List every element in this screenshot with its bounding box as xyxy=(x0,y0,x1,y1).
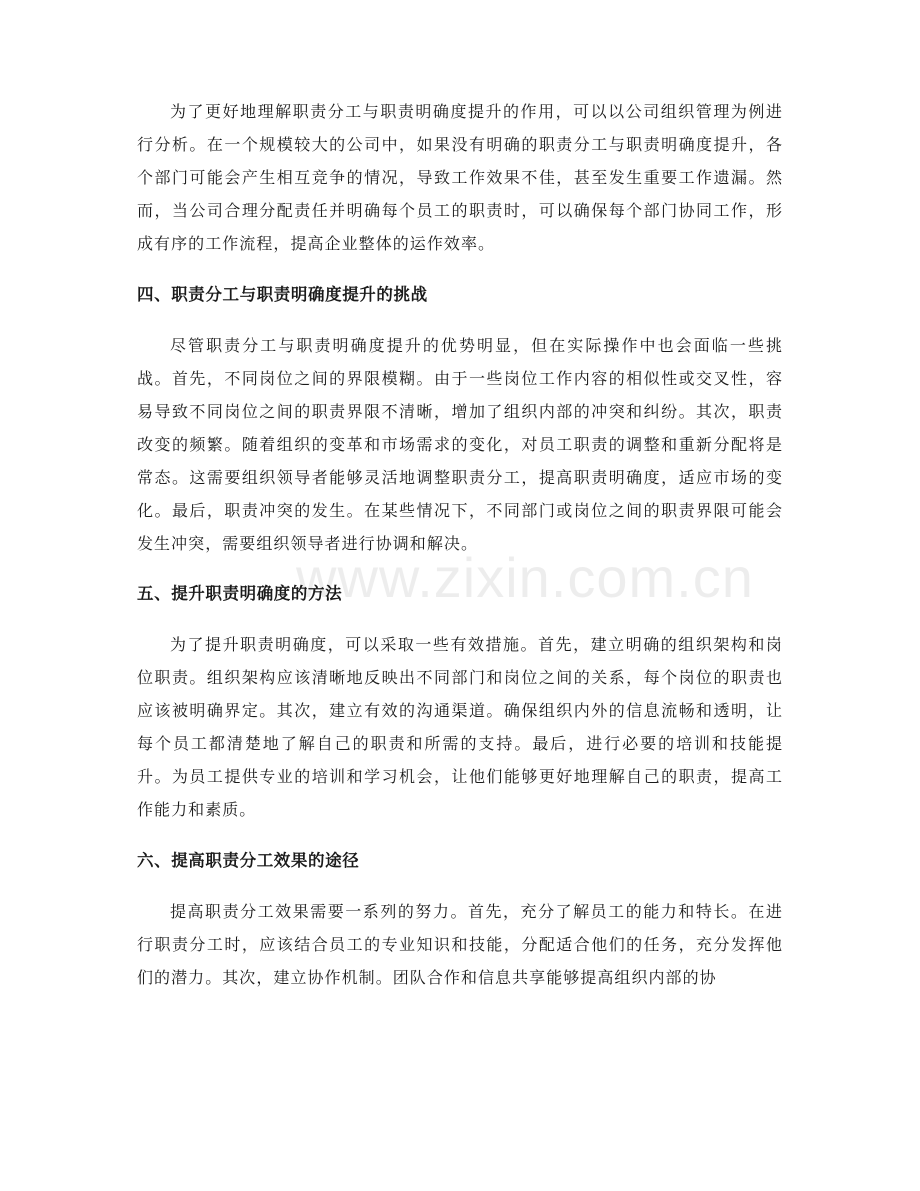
section-4-heading: 四、职责分工与职责明确度提升的挑战 xyxy=(137,285,428,304)
intro-paragraph: 为了更好地理解职责分工与职责明确度提升的作用，可以以公司组织管理为例进行分析。在一个规模较大的公司中，如果没有明确的职责分工与职责明确度提升，各个部门可能会产生相互竞争的情况，导致工作效果不佳，甚至发生重要工作遗漏。然而，当公司合理分配责任并明确每个员工的职责时，可以确保每个部门协同工作，形成有序的工作流程，提高企业整体的运作效率。 xyxy=(137,102,783,253)
section-5-heading: 五、提升职责明确度的方法 xyxy=(137,584,343,603)
section-4-paragraph: 尽管职责分工与职责明确度提升的优势明显，但在实际操作中也会面临一些挑战。首先，不同岗位之间的界限模糊。由于一些岗位工作内容的相似性或交叉性，容易导致不同岗位之间的职责界限不清晰，增加了组织内部的冲突和纠纷。其次，职责改变的频繁。随着组织的变革和市场需求的变化，对员工职责的调整和重新分配将是常态。这需要组织领导者能够灵活地调整职责分工，提高职责明确度，适应市场的变化。最后，职责冲突的发生。在某些情况下，不同部门或岗位之间的职责界限可能会发生冲突，需要组织领导者进行协调和解决。 xyxy=(137,336,783,553)
section-5-paragraph: 为了提升职责明确度，可以采取一些有效措施。首先，建立明确的组织架构和岗位职责。组织架构应该清晰地反映出不同部门和岗位之间的关系，每个岗位的职责也应该被明确界定。其次，建立有效的沟通渠道。确保组织内外的信息流畅和透明，让每个员工都清楚地了解自己的职责和所需的支持。最后，进行必要的培训和技能提升。为员工提供专业的培训和学习机会，让他们能够更好地理解自己的职责，提高工作能力和素质。 xyxy=(137,635,783,819)
section-6-heading: 六、提高职责分工效果的途径 xyxy=(137,851,360,870)
document-page xyxy=(137,95,783,994)
section-6-paragraph: 提高职责分工效果需要一系列的努力。首先，充分了解员工的能力和特长。在进行职责分工时，应该结合员工的专业知识和技能，分配适合他们的任务，充分发挥他们的潜力。其次，建立协作机制。团队合作和信息共享能够提高组织内部的协 xyxy=(137,902,783,987)
watermark-text: www.zixin.com.cn xyxy=(296,546,754,609)
